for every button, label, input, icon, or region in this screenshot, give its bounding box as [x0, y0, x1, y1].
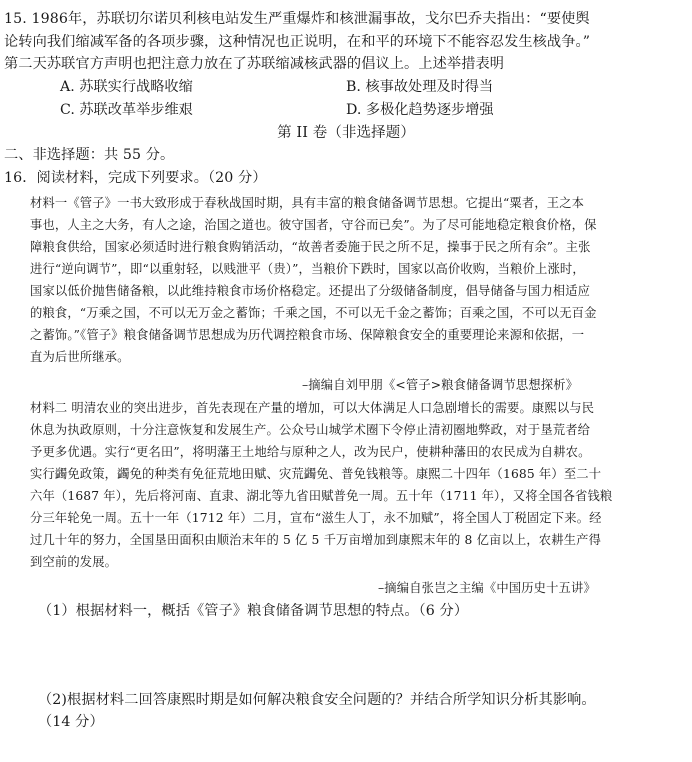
material2-line-4: 实行蠲免政策，蠲免的种类有免征荒地田赋、灾荒蠲免、普免钱粮等。康熙二十四年（1685 年）至二十	[30, 467, 602, 481]
q16-sub2-line-1: （2)根据材料二回答康熙时期是如何解决粮食安全问题的？并结合所学知识分析其影响。	[38, 692, 596, 708]
material1-line-6: 的粮食，“万乘之国，不可以无万金之蓄饰；千乘之国，不可以无千金之蓄饰；百乘之国，不可以无百金	[30, 306, 597, 320]
part2-title: 第 II 卷（非选择题）	[277, 125, 415, 141]
material2-line-2: 休息为执政原则，十分注意恢复和发展生产。公众号山城学术圈下令停止清初圈地弊政，对于垦荒者给	[30, 423, 591, 437]
q15-option-a: A. 苏联实行战略收缩	[60, 79, 193, 95]
material1-source: –摘编自刘甲朋《<管子>粮食储备调节思想探析》	[302, 378, 579, 392]
material2-line-1: 材料二 明清农业的突出进步，首先表现在产量的增加，可以大体满足人口急剧增长的需要。康熙以与民	[30, 401, 595, 415]
material1-line-1: 材料一《管子》一书大致形成于春秋战国时期，具有丰富的粮食储备调节思想。它提出“粟者，王之本	[30, 196, 585, 210]
q15-stem-line-3: 第二天苏联官方声明也把注意力放在了苏联缩减核武器的倡议上。上述举措表明	[4, 56, 505, 72]
material2-line-6: 分三年轮免一周。五十一年（1712 年）二月，宣布“滋生人丁，永不加赋”，将全国人丁税固定下来。经	[30, 511, 602, 525]
material1-line-3: 障粮食供给，国家必须适时进行粮食购销活动，“故善者委施于民之所不足，操事于民之所有余”。主张	[30, 240, 591, 254]
material1-line-4: 进行“逆向调节”，即“以重射轻，以贱泄平（贵）”，当粮价下跌时，国家以高价收购，当粮价上涨时，	[30, 262, 585, 276]
q15-option-c: C. 苏联改革举步维艰	[60, 102, 193, 118]
q15-stem-line-2: 论转向我们缩减军备的各项步骤，这种情况也正说明，在和平的环境下不能容忍发生核战争。”	[4, 34, 591, 50]
q16-heading: 16．阅读材料，完成下列要求。（20 分）	[4, 170, 267, 186]
material1-line-2: 事也，人主之大务，有人之途，治国之道也。彼守国者，守谷而已矣”。为了尽可能地稳定粮食价格，保	[30, 218, 597, 232]
q16-sub2-line-2: （14 分）	[38, 714, 104, 730]
q15-stem-line-1: 15. 1986年，苏联切尔诺贝利核电站发生严重爆炸和核泄漏事故，戈尔巴乔夫指出：“要使舆	[4, 11, 590, 27]
q16-sub1: （1）根据材料一，概括《管子》粮食储备调节思想的特点。（6 分）	[38, 603, 469, 619]
material1-line-7: 之蓄饰。”《管子》粮食储备调节思想成为历代调控粮食市场、保障粮食安全的重要理论来源和依据，一	[30, 328, 585, 342]
q15-option-d: D. 多极化趋势逐步增强	[346, 102, 494, 118]
q15-option-b: B. 核事故处理及时得当	[346, 79, 494, 95]
material1-line-5: 国家以低价抛售储备粮，以此维持粮食市场价格稳定。还提出了分级储备制度，倡导储备与国力相适应	[30, 284, 591, 298]
section2-heading: 二、非选择题：共 55 分。	[4, 147, 175, 163]
material2-line-3: 予更多优遇。实行“更名田”，将明藩王土地给与原种之人，改为民户，使耕种藩田的农民成为自耕农。	[30, 445, 591, 459]
material2-line-7: 过几十年的努力，全国垦田面积由顺治末年的 5 亿 5 千万亩增加到康熙末年的 8 亿亩以上，农耕生产得	[30, 533, 602, 547]
material2-line-8: 到空前的发展。	[30, 555, 118, 569]
material2-line-5: 六年（1687 年），先后将河南、直隶、湖北等九省田赋普免一周。五十年（1711 年），又将全国各省钱粮	[30, 489, 613, 503]
material2-source: –摘编自张岂之主编《中国历史十五讲》	[378, 581, 596, 595]
material1-line-8: 直为后世所继承。	[30, 350, 130, 364]
